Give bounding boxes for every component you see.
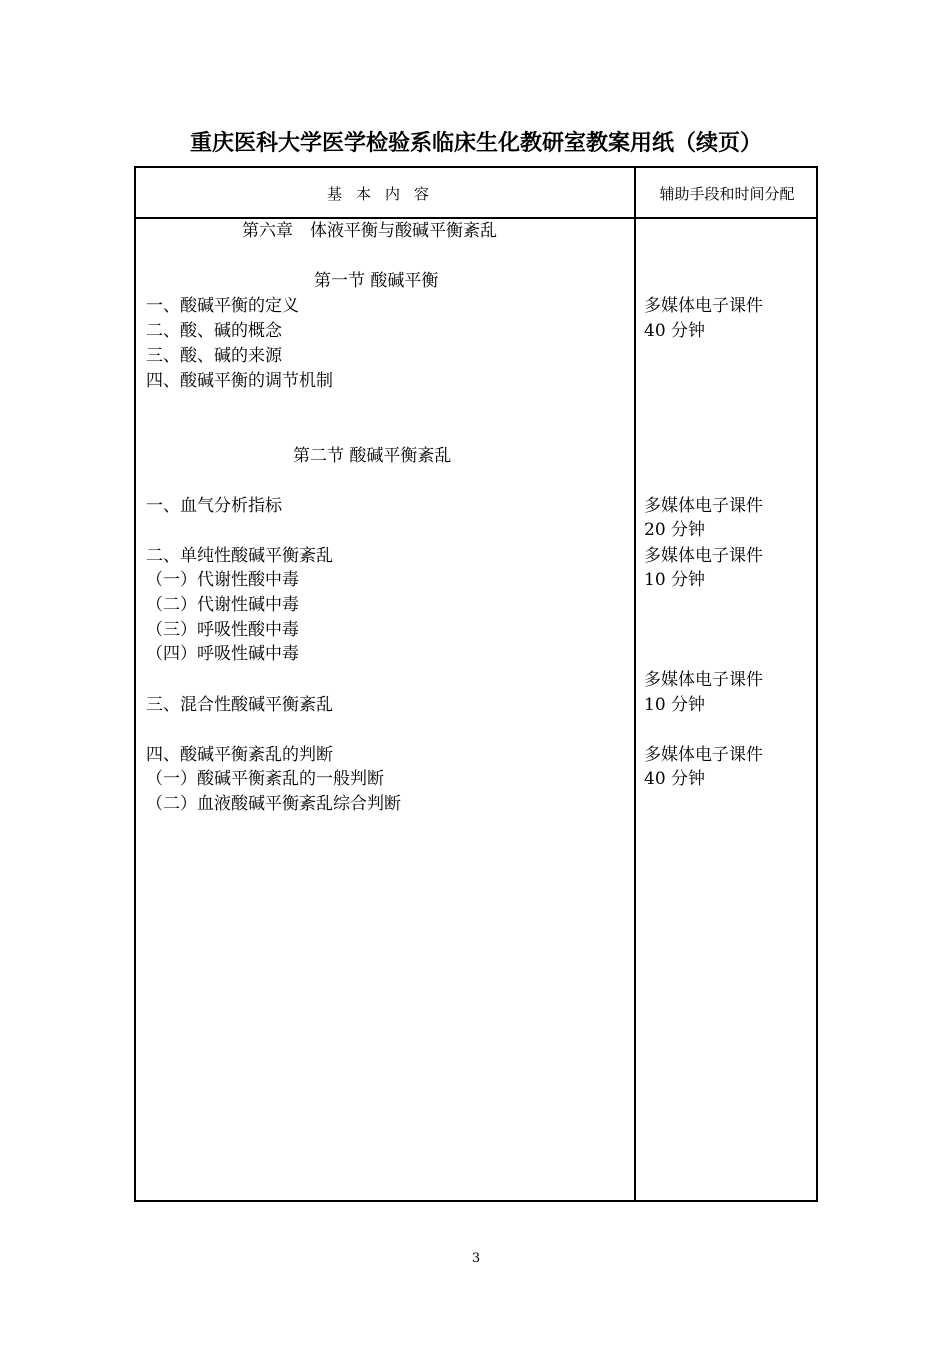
list-item: 一、酸碱平衡的定义 — [146, 296, 299, 316]
list-item: 一、血气分析指标 — [146, 496, 282, 516]
aux-time: 10 分钟 — [644, 570, 706, 590]
column-divider — [634, 168, 636, 1200]
aux-method: 多媒体电子课件 — [644, 296, 763, 316]
list-subitem: （一）代谢性酸中毒 — [146, 570, 299, 590]
list-item: 二、酸、碱的概念 — [146, 321, 282, 341]
list-subitem: （二）血液酸碱平衡紊乱综合判断 — [146, 794, 401, 814]
aux-method: 多媒体电子课件 — [644, 670, 763, 690]
list-item: 四、酸碱平衡的调节机制 — [146, 371, 333, 391]
chapter-heading: 第六章 体液平衡与酸碱平衡紊乱 — [242, 221, 497, 241]
section-heading: 第二节 酸碱平衡紊乱 — [293, 446, 452, 466]
aux-method: 多媒体电子课件 — [644, 546, 763, 566]
list-item: 三、酸、碱的来源 — [146, 346, 282, 366]
aux-time: 40 分钟 — [644, 769, 706, 789]
page-title: 重庆医科大学医学检验系临床生化教研室教案用纸（续页） — [189, 130, 762, 156]
list-subitem: （一）酸碱平衡紊乱的一般判断 — [146, 769, 384, 789]
header-aux-column: 辅助手段和时间分配 — [659, 185, 795, 203]
list-item: 二、单纯性酸碱平衡紊乱 — [146, 546, 333, 566]
page-number: 3 — [471, 1251, 481, 1266]
list-subitem: （四）呼吸性碱中毒 — [146, 644, 299, 664]
list-item: 四、酸碱平衡紊乱的判断 — [146, 745, 333, 765]
header-divider — [136, 217, 816, 219]
list-subitem: （二）代谢性碱中毒 — [146, 595, 299, 615]
aux-time: 10 分钟 — [644, 695, 706, 715]
list-item: 三、混合性酸碱平衡紊乱 — [146, 695, 333, 715]
header-content-column: 基本内容 — [326, 185, 443, 203]
aux-method: 多媒体电子课件 — [644, 496, 763, 516]
lesson-plan-table — [134, 166, 818, 1202]
aux-method: 多媒体电子课件 — [644, 745, 763, 765]
aux-time: 40 分钟 — [644, 321, 706, 341]
section-heading: 第一节 酸碱平衡 — [314, 271, 439, 291]
list-subitem: （三）呼吸性酸中毒 — [146, 620, 299, 640]
aux-time: 20 分钟 — [644, 520, 706, 540]
